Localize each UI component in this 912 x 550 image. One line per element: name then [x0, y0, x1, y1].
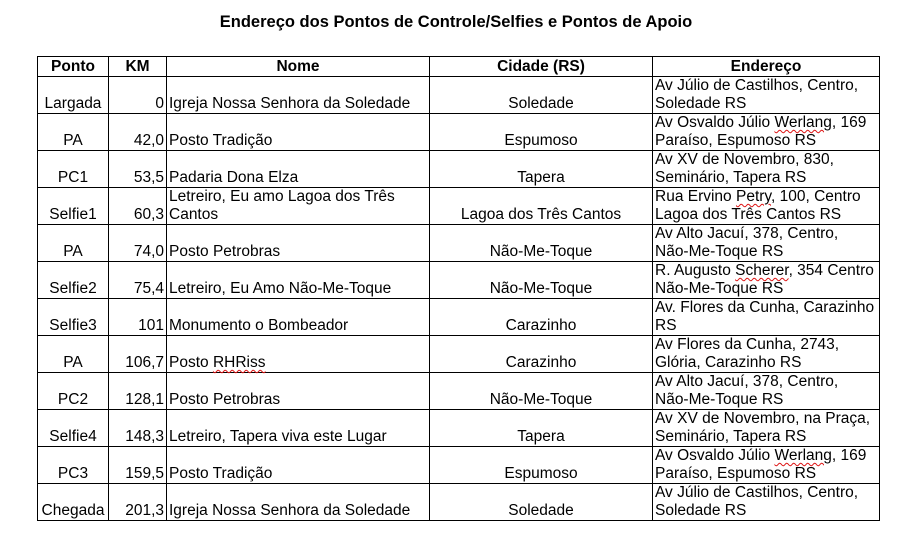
- nome-line: Igreja Nossa Senhora da Soledade: [169, 502, 411, 519]
- cell-ponto: PA: [38, 225, 109, 262]
- endereco-line: Av Flores da Cunha, 2743,: [655, 336, 840, 353]
- endereco-line: Lagoa dos Três Cantos RS: [655, 206, 842, 223]
- table-header-row: [38, 57, 880, 77]
- endereco-line: Paraíso, Espumoso RS: [655, 465, 817, 482]
- endereco-line: Av Osvaldo Júlio Werlang, 169: [655, 114, 867, 131]
- cell-ponto: PC1: [38, 151, 109, 188]
- cell-endereco: [653, 188, 880, 225]
- table-row: [38, 299, 880, 336]
- endereco-line: Soledade RS: [655, 502, 747, 519]
- cell-km: 60,3: [109, 188, 167, 225]
- cell-km: 74,0: [109, 225, 167, 262]
- cell-nome: [167, 410, 430, 447]
- table-row: [38, 262, 880, 299]
- cell-endereco: [653, 484, 880, 521]
- table-row: [38, 484, 880, 521]
- endereco-line: Av XV de Novembro, na Praça,: [655, 410, 871, 427]
- cell-km: 128,1: [109, 373, 167, 410]
- cell-km: 53,5: [109, 151, 167, 188]
- cell-nome: [167, 447, 430, 484]
- nome-line: Letreiro, Eu Amo Não-Me-Toque: [169, 280, 392, 297]
- nome-line: Posto Petrobras: [169, 391, 281, 408]
- cell-km: 201,3: [109, 484, 167, 521]
- cell-cidade: Carazinho: [430, 299, 653, 336]
- cell-endereco: [653, 299, 880, 336]
- nome-line: Posto Tradição: [169, 132, 273, 149]
- cell-endereco: [653, 151, 880, 188]
- cell-endereco: [653, 262, 880, 299]
- cell-cidade: Lagoa dos Três Cantos: [430, 188, 653, 225]
- endereco-line: Não-Me-Toque RS: [655, 280, 784, 297]
- endereco-line: Av XV de Novembro, 830,: [655, 151, 834, 168]
- nome-line: Igreja Nossa Senhora da Soledade: [169, 95, 411, 112]
- cell-cidade: Tapera: [430, 151, 653, 188]
- cell-cidade: Soledade: [430, 484, 653, 521]
- endereco-line: Rua Ervino Petry, 100, Centro: [655, 188, 861, 205]
- cell-endereco: [653, 447, 880, 484]
- table-row: [38, 151, 880, 188]
- cell-km: 101: [109, 299, 167, 336]
- endereco-line: Não-Me-Toque RS: [655, 391, 784, 408]
- cell-ponto: PA: [38, 336, 109, 373]
- cell-nome: [167, 114, 430, 151]
- table-row: [38, 225, 880, 262]
- cell-cidade: Não-Me-Toque: [430, 262, 653, 299]
- endereco-line: Av Osvaldo Júlio Werlang, 169: [655, 447, 867, 464]
- nome-line: Posto Petrobras: [169, 243, 281, 260]
- header-km: KM: [109, 57, 167, 77]
- table-row: [38, 373, 880, 410]
- cell-nome: [167, 188, 430, 225]
- cell-endereco: [653, 373, 880, 410]
- cell-nome: [167, 336, 430, 373]
- endereco-line: Av. Flores da Cunha, Carazinho: [655, 299, 875, 316]
- nome-line: Cantos: [169, 206, 219, 223]
- endereco-line: Paraíso, Espumoso RS: [655, 132, 817, 149]
- nome-line: Letreiro, Tapera viva este Lugar: [169, 428, 387, 445]
- cell-ponto: Chegada: [38, 484, 109, 521]
- cell-endereco: [653, 410, 880, 447]
- header-nome: Nome: [167, 57, 430, 77]
- cell-km: 148,3: [109, 410, 167, 447]
- nome-line: Posto Tradição: [169, 465, 273, 482]
- cell-km: 75,4: [109, 262, 167, 299]
- cell-ponto: PA: [38, 114, 109, 151]
- cell-ponto: Selfie4: [38, 410, 109, 447]
- header-ponto: Ponto: [38, 57, 109, 77]
- cell-cidade: Espumoso: [430, 447, 653, 484]
- cell-cidade: Não-Me-Toque: [430, 225, 653, 262]
- table-row: [38, 410, 880, 447]
- cell-endereco: [653, 336, 880, 373]
- cell-cidade: Não-Me-Toque: [430, 373, 653, 410]
- cell-ponto: PC3: [38, 447, 109, 484]
- endereco-line: Av Alto Jacuí, 378, Centro,: [655, 225, 839, 242]
- cell-cidade: Soledade: [430, 77, 653, 114]
- nome-line: Monumento o Bombeador: [169, 317, 349, 334]
- cell-km: 42,0: [109, 114, 167, 151]
- cell-ponto: Selfie3: [38, 299, 109, 336]
- table-row: [38, 77, 880, 114]
- endereco-line: R. Augusto Scherer, 354 Centro: [655, 262, 874, 279]
- page-title: Endereço dos Pontos de Controle/Selfies e Pontos de Apoio: [219, 13, 693, 31]
- nome-line: Letreiro, Eu amo Lagoa dos Três: [169, 188, 395, 205]
- endereco-line: Seminário, Tapera RS: [655, 428, 807, 445]
- endereco-line: Av Alto Jacuí, 378, Centro,: [655, 373, 839, 390]
- header-endereco: Endereço: [653, 57, 880, 77]
- cell-cidade: Carazinho: [430, 336, 653, 373]
- endereco-line: Av Júlio de Castilhos, Centro,: [655, 77, 859, 94]
- endereco-line: Glória, Carazinho RS: [655, 354, 802, 371]
- nome-line: Posto RHRiss: [169, 354, 266, 371]
- cell-nome: [167, 373, 430, 410]
- table-row: [38, 447, 880, 484]
- cell-nome: [167, 77, 430, 114]
- cell-nome: [167, 225, 430, 262]
- control-points-table: [37, 56, 880, 521]
- cell-ponto: Selfie1: [38, 188, 109, 225]
- cell-endereco: [653, 225, 880, 262]
- header-cidade: Cidade (RS): [430, 57, 653, 77]
- endereco-line: RS: [655, 317, 677, 334]
- endereco-line: Não-Me-Toque RS: [655, 243, 784, 260]
- endereco-line: Soledade RS: [655, 95, 747, 112]
- cell-cidade: Tapera: [430, 410, 653, 447]
- cell-endereco: [653, 114, 880, 151]
- table-row: [38, 188, 880, 225]
- endereco-line: Av Júlio de Castilhos, Centro,: [655, 484, 859, 501]
- table-row: [38, 336, 880, 373]
- cell-cidade: Espumoso: [430, 114, 653, 151]
- table-row: [38, 114, 880, 151]
- cell-km: 0: [109, 77, 167, 114]
- cell-nome: [167, 484, 430, 521]
- cell-ponto: PC2: [38, 373, 109, 410]
- cell-ponto: Selfie2: [38, 262, 109, 299]
- cell-nome: [167, 151, 430, 188]
- nome-line: Padaria Dona Elza: [169, 169, 299, 186]
- cell-km: 106,7: [109, 336, 167, 373]
- table-body: [38, 77, 880, 521]
- cell-km: 159,5: [109, 447, 167, 484]
- cell-endereco: [653, 77, 880, 114]
- cell-nome: [167, 262, 430, 299]
- endereco-line: Seminário, Tapera RS: [655, 169, 807, 186]
- cell-nome: [167, 299, 430, 336]
- cell-ponto: Largada: [38, 77, 109, 114]
